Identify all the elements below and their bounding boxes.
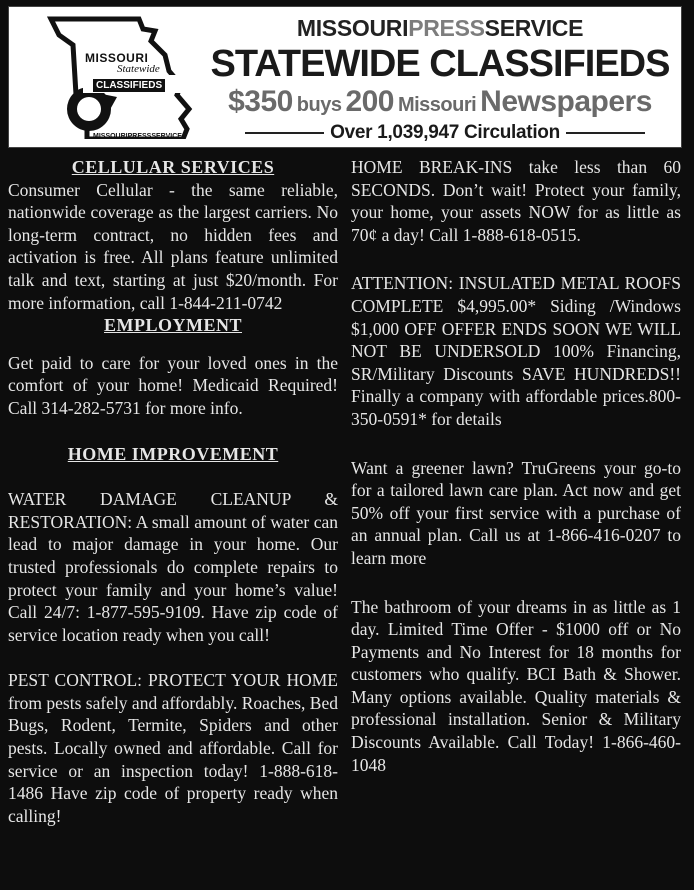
offer-buys: buys — [296, 94, 342, 116]
circulation-line — [245, 121, 645, 145]
publisher-name-service: SERVICE — [484, 15, 584, 41]
ad-water-damage: WATER DAMAGE CLEANUP & RESTORATION: A small amount of water can lead to major damage in your home. Our trusted professionals do complete repairs to protect your family and your home’s value! Call 24/7: 1-877-595-9109. Have zip code of service location ready when you call! — [8, 489, 338, 645]
section-heading-employment: EMPLOYMENT — [104, 315, 242, 336]
section-heading-home-improvement: HOME IMPROVEMENT — [67, 443, 279, 464]
logo-press-service-text: MISSOURIPRESSSERVICE — [93, 133, 182, 140]
ad-metal-roofs: ATTENTION: INSULATED METAL ROOFS COMPLETE $4,995.00* Siding /Windows $1,000 OFF OFFER ENDS SOON WE WILL NOT BE UNDERSOLD 100% Financing, SR/Military Discounts SAVE HUNDREDS!! Finally a company with affordable prices.800-350-0591* for details — [351, 273, 681, 429]
ad-pest-control: PEST CONTROL: PROTECT YOUR HOME from pests safely and affordably. Roaches, Bed Bugs, Rodent, Termite, Spiders and other pests. Locally owned and affordable. Call for service or an inspection today! 1-888-618-1486 Have zip code of property ready when calling! — [8, 670, 338, 826]
section-heading-cellular: CELLULAR SERVICES — [71, 157, 275, 177]
ad-bathroom: The bathroom of your dreams in as little as 1 day. Limited Time Offer - $1000 off or No Payments and No Interest for 18 months for customers who qualify. BCI Bath & Shower. Many options available. Quality materials & professional installation. Senior & Military Discounts Available. Call Today! 1-866-460-1048 — [351, 596, 681, 775]
missouri-state-logo — [47, 15, 197, 139]
right-column — [351, 156, 681, 776]
ad-lawn-care: Want a greener lawn? TruGreens your go-to for a tailored lawn care plan. Act now and get 50% off your first service with a purchase of an annual plan. Call us at 1-866-416-0207 to learn more — [351, 457, 681, 568]
banner-offer — [205, 85, 675, 124]
offer-missouri: Missouri — [397, 94, 477, 116]
logo-missouri-text: MISSOURI — [85, 51, 149, 65]
logo-statewide-text: Statewide — [117, 63, 160, 75]
offer-count: 200 — [345, 85, 394, 118]
ad-cellular: Consumer Cellular - the same reliable, nationwide coverage as the largest carriers. No long-term contract, no hidden fees and activation is free. All plans feature unlimited talk and text, starting at just $20/month. For more information, call 1-844-211-0742 — [8, 179, 338, 313]
publisher-name-press: PRESS — [408, 15, 485, 41]
offer-newspapers: Newspapers — [480, 85, 652, 118]
banner-title: STATEWIDE CLASSIFIEDS — [210, 43, 670, 85]
classifieds-banner — [8, 6, 682, 148]
logo-classifieds-text: CLASSIFIEDS — [93, 79, 165, 92]
offer-price: $350 — [228, 85, 293, 118]
ad-home-break-ins: HOME BREAK-INS take less than 60 SECONDS. Don’t wait! Protect your family, your home, your assets NOW for as little as 70¢ a day! Call 1-888-618-0515. — [351, 157, 681, 245]
circulation-rule-left — [245, 132, 324, 134]
publisher-name — [205, 15, 675, 42]
publisher-name-missouri: MISSOURI — [296, 15, 409, 41]
circulation-rule-right — [566, 132, 645, 134]
left-column — [8, 156, 338, 827]
ad-employment: Get paid to care for your loved ones in the comfort of your home! Medicaid Required! Call 314-282-5731 for more info. — [8, 352, 338, 418]
circulation-text: Over 1,039,947 Circulation — [330, 122, 560, 143]
